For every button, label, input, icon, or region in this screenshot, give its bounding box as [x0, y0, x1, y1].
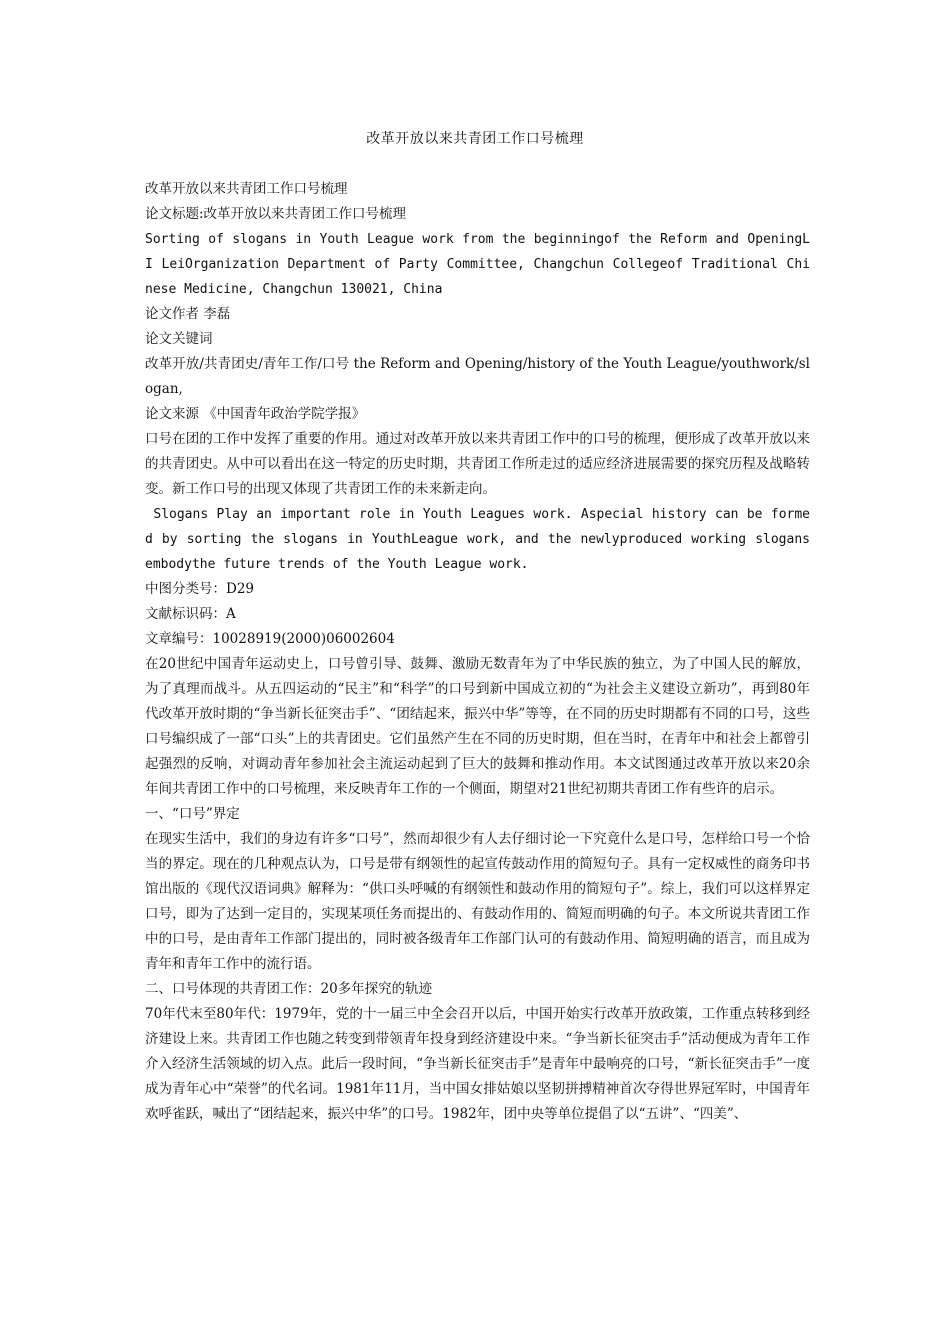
abstract-english: Slogans Play an important role in Youth Leagues work. Aspecial history can be formed by sorting the slogans in YouthLeague work, and the newlyproduced working slogans embodythe future trends of the Youth League work. — [145, 507, 818, 572]
keywords-heading: 论文关键词 — [145, 331, 213, 347]
repeat-title-line: 改革开放以来共青团工作口号梳理 — [145, 181, 348, 197]
keywords-line: 改革开放/共青团史/青年工作/口号 the Reform and Opening/history of the Youth League/youthwork/slogan, — [145, 356, 810, 397]
document-code: 文献标识码：A — [145, 606, 236, 622]
document-title: 改革开放以来共青团工作口号梳理 — [366, 131, 584, 147]
section-heading-2: 二、口号体现的共青团工作：20多年探究的轨迹 — [145, 981, 433, 997]
paper-title-line: 论文标题:改革开放以来共青团工作口号梳理 — [145, 206, 407, 222]
abstract-chinese: 口号在团的工作中发挥了重要的作用。通过对改革开放以来共青团工作中的口号的梳理，便形成了改革开放以来的共青团史。从中可以看出在这一特定的历史时期，共青团工作所走过的适应经济进展需要的探究历程及战略转变。新工作口号的出现又体现了共青团工作的未来新走向。 — [145, 431, 810, 497]
section-1-paragraph: 在现实生活中，我们的身边有许多“口号”，然而却很少有人去仔细讨论一下究竟什么是口号，怎样给口号一个恰当的界定。现在的几种观点认为，口号是带有纲领性的起宣传鼓动作用的简短句子。具有一定权威性的商务印书馆出版的《现代汉语词典》解释为：“供口头呼喊的有纲领性和鼓动作用的简短句子”。综上，我们可以这样界定口号，即为了达到一定目的，实现某项任务而提出的、有鼓动作用的、简短而明确的句子。本文所说共青团工作中的口号，是由青年工作部门提出的，同时被各级青年工作部门认可的有鼓动作用、简短明确的语言，而且成为青年和青年工作中的流行语。 — [145, 831, 810, 972]
author-line: 论文作者 李磊 — [145, 306, 231, 322]
source-line: 论文来源 《中国青年政治学院学报》 — [145, 406, 366, 422]
english-title-paragraph: Sorting of slogans in Youth League work from the beginningof the Reform and OpeningLI LeiOrganization Department of Party Committee, Changchun Collegeof Traditional Chinese Medicine, Changchun 130021, China — [145, 232, 810, 297]
section-heading-1: 一、“口号”界定 — [145, 806, 240, 822]
classification-number: 中图分类号：D29 — [145, 581, 255, 597]
document-body — [145, 177, 818, 1127]
intro-paragraph: 在20世纪中国青年运动史上，口号曾引导、鼓舞、激励无数青年为了中华民族的独立，为了中国人民的解放，为了真理而战斗。从五四运动的“民主”和“科学”的口号到新中国成立初的“为社会主义建设立新功”，再到80年代改革开放时期的“争当新长征突击手”、“团结起来，振兴中华”等等，在不同的历史时期都有不同的口号，这些口号编织成了一部“口头”上的共青团史。它们虽然产生在不同的历史时期，但在当时，在青年中和社会上都曾引起强烈的反响，对调动青年参加社会主流运动起到了巨大的鼓舞和推动作用。本文试图通过改革开放以来20余年间共青团工作中的口号梳理，来反映青年工作的一个侧面，期望对21世纪初期共青团工作有些许的启示。 — [145, 656, 810, 797]
article-number: 文章编号：10028919(2000)06002604 — [145, 631, 395, 647]
section-2-paragraph: 70年代末至80年代：1979年，党的十一届三中全会召开以后，中国开始实行改革开放政策，工作重点转移到经济建设上来。共青团工作也随之转变到带领青年投身到经济建设中来。“争当新长征突击手”活动便成为青年工作介入经济生活领域的切入点。此后一段时间，“争当新长征突击手”是青年中最响亮的口号，“新长征突击手”一度成为青年心中“荣誉”的代名词。1981年11月，当中国女排姑娘以坚韧拼搏精神首次夺得世界冠军时，中国青年欢呼雀跃，喊出了“团结起来，振兴中华”的口号。1982年，团中央等单位提倡了以“五讲”、“四美”、 — [145, 1006, 810, 1122]
